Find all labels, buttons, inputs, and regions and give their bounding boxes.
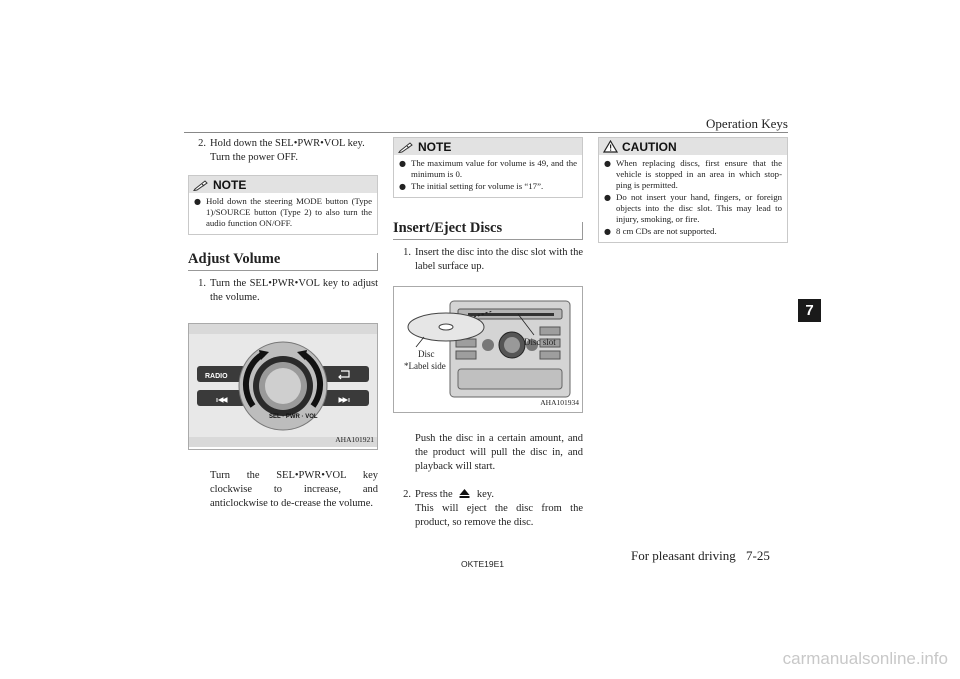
caution-header xyxy=(599,138,787,155)
body-paragraph: Push the disc in a certain amount, and the product will pull the disc in, and playback will start. xyxy=(415,433,583,472)
caution-text: When replacing discs, first ensure that the vehicle is stopped in an area in which stop-ping is permitted. xyxy=(616,158,782,190)
bullet-icon: ● xyxy=(194,197,201,206)
figure-code: AHA101934 xyxy=(540,398,579,407)
body-paragraph: Turn the SEL•PWR•VOL key clockwise to increase, and anticlockwise to de-crease the volume. xyxy=(210,470,378,509)
step-1 xyxy=(188,277,378,305)
caution-text: Do not insert your hand, fingers, or foreign objects into the disc slot. This may lead to injury, smoking, or fire. xyxy=(616,192,782,224)
disc-figure xyxy=(393,286,583,413)
caution-bullet xyxy=(604,158,782,191)
page-number: 7-25 xyxy=(746,548,770,563)
step-result: This will eject the disc from the product, so remove the disc. xyxy=(415,503,583,528)
note-header xyxy=(394,138,582,155)
step-instruction: Insert the disc into the disc slot with the label surface up. xyxy=(415,247,583,272)
note-box xyxy=(393,137,583,198)
step-2 xyxy=(188,137,378,165)
caution-box xyxy=(598,137,788,243)
note-text: The maximum value for volume is 49, and the minimum is 0. xyxy=(411,158,577,179)
step-text xyxy=(415,488,583,530)
step-instruction: Turn the SEL•PWR•VOL key to adjust the volume. xyxy=(210,278,378,303)
note-header xyxy=(189,176,377,193)
column-1 xyxy=(188,137,378,511)
caution-text: 8 cm CDs are not supported. xyxy=(616,226,717,236)
step-instruction: Press the xyxy=(415,489,453,500)
step-2 xyxy=(393,488,583,530)
bullet-icon: ● xyxy=(399,159,406,168)
audio-panel-illustration xyxy=(189,324,377,447)
chapter-tab: 7 xyxy=(798,299,821,322)
figure-code: AHA101921 xyxy=(335,435,374,444)
section-title: Insert/Eject Discs xyxy=(393,218,583,240)
bullet-icon: ● xyxy=(604,159,611,168)
watermark: carmanualsonline.info xyxy=(782,649,948,668)
svg-text:SEL · PWR · VOL: SEL · PWR · VOL xyxy=(269,414,318,420)
section-title: Adjust Volume xyxy=(188,249,378,271)
note-text: The initial setting for volume is “17”. xyxy=(411,181,544,191)
note-bullet xyxy=(194,196,372,229)
step-number: 2. xyxy=(403,489,411,500)
note-box xyxy=(188,175,378,235)
step-instruction-end: key. xyxy=(476,489,494,500)
caution-bullet xyxy=(604,226,782,237)
step-text xyxy=(210,137,378,165)
bullet-icon: ● xyxy=(604,193,611,202)
step-number: 1. xyxy=(198,278,206,289)
note-icon xyxy=(193,179,209,191)
step-number: 1. xyxy=(403,247,411,258)
note-bullet xyxy=(399,158,577,180)
bullet-icon: ● xyxy=(399,182,406,191)
step-instruction: Hold down the SEL•PWR•VOL key. xyxy=(210,138,365,149)
note-icon xyxy=(398,141,414,153)
caution-bullet xyxy=(604,192,782,225)
step-number: 2. xyxy=(198,138,206,149)
disc-slot-label: Disc slot xyxy=(524,337,556,347)
note-bullet xyxy=(399,181,577,192)
footer-section: For pleasant driving xyxy=(631,548,736,563)
note-text: Hold down the steering MODE button (Type 1)/SOURCE button (Type 2) to also turn the audio function ON/OFF. xyxy=(206,196,372,228)
column-3 xyxy=(598,137,788,243)
column-2 xyxy=(393,137,583,530)
header-rule xyxy=(184,132,788,133)
note-heading: NOTE xyxy=(213,177,247,192)
svg-text:RADIO: RADIO xyxy=(205,373,228,380)
eject-icon xyxy=(459,489,470,498)
warning-triangle-icon xyxy=(603,140,618,153)
caution-heading: CAUTION xyxy=(622,139,677,154)
step-1 xyxy=(393,246,583,274)
volume-figure xyxy=(188,323,378,450)
disc-label: Disc xyxy=(418,349,435,359)
running-header: Operation Keys xyxy=(706,116,788,131)
document-code: OKTE19E1 xyxy=(461,559,504,569)
step-result: Turn the power OFF. xyxy=(210,152,299,163)
bullet-icon: ● xyxy=(604,227,611,236)
label-side-note: *Label side xyxy=(404,361,446,371)
note-heading: NOTE xyxy=(418,139,452,154)
